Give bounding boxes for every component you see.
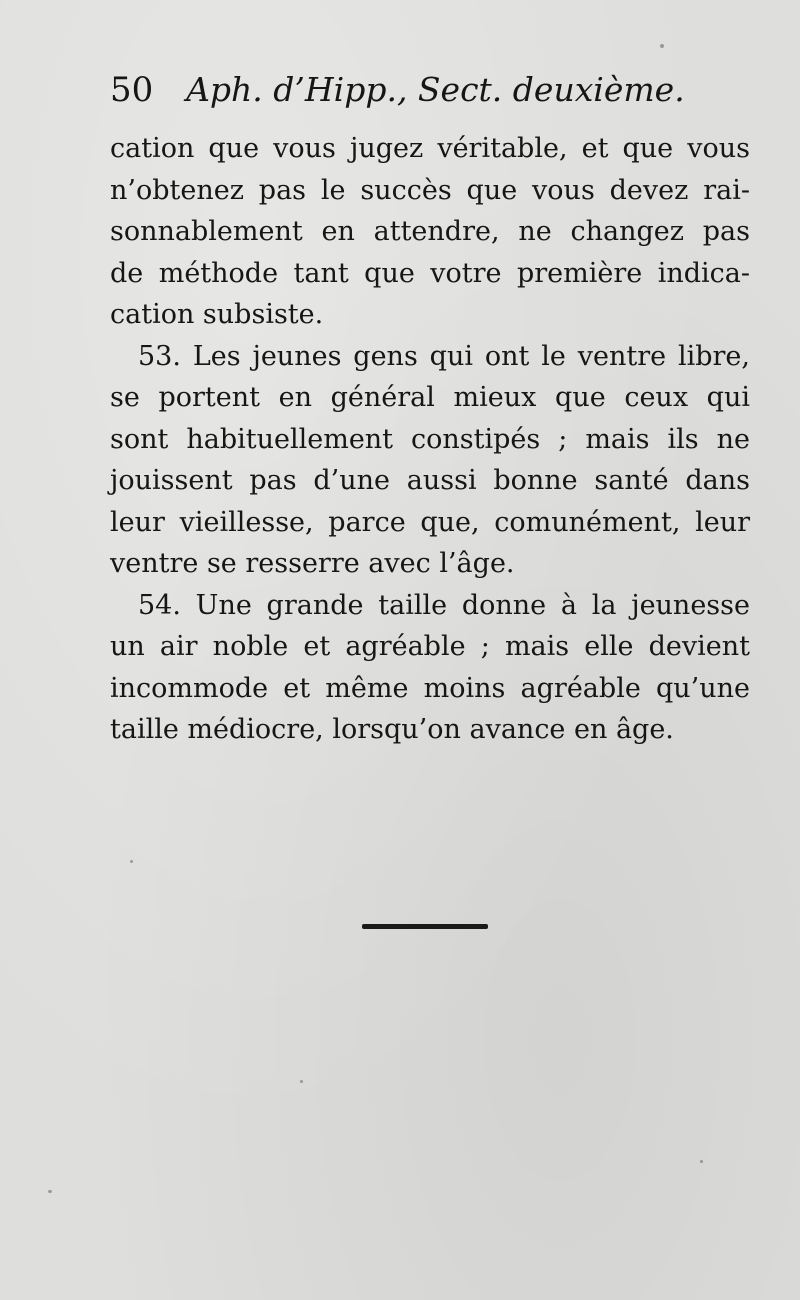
- page-number: 50: [110, 70, 154, 110]
- page-header: [110, 66, 710, 114]
- text-line: taille médiocre, lorsqu’on avance en âge.: [110, 714, 674, 745]
- text-line: cation subsiste.: [110, 299, 324, 330]
- text-line: un air noble et agréable ; mais elle devient: [110, 631, 750, 662]
- text-line: sonnablement en attendre, ne changez pas: [110, 216, 750, 247]
- paper-speck: [660, 44, 664, 48]
- text-line: se portent en général mieux que ceux qui: [110, 382, 750, 413]
- text-line: n’obtenez pas le succès que vous devez rai-: [110, 174, 750, 206]
- section-end-rule: [362, 924, 488, 929]
- text-line: de méthode tant que votre première indica-: [110, 257, 750, 289]
- text-line: cation que vous jugez véritable, et que vous: [110, 133, 750, 164]
- text-line: ventre se resserre avec l’âge.: [110, 548, 515, 579]
- body-text: [110, 128, 750, 751]
- running-title: Aph. d’Hipp., Sect. deuxième.: [186, 70, 685, 109]
- aphorism-54-start: 54. Une grande taille donne à la jeunesse: [138, 589, 750, 621]
- text-line: sont habituellement constipés ; mais ils ne: [110, 423, 750, 455]
- paper-speck: [300, 1080, 303, 1083]
- paper-speck: [130, 860, 133, 863]
- text-line: jouissent pas d’une aussi bonne santé dans: [110, 465, 750, 496]
- aphorism-53-start: 53. Les jeunes gens qui ont le ventre libre,: [138, 340, 750, 372]
- text-line: incommode et même moins agréable qu’une: [110, 672, 750, 704]
- text-line: leur vieillesse, parce que, comunément, leur: [110, 506, 750, 538]
- paper-speck: [700, 1160, 703, 1163]
- paper-speck: [48, 1190, 52, 1193]
